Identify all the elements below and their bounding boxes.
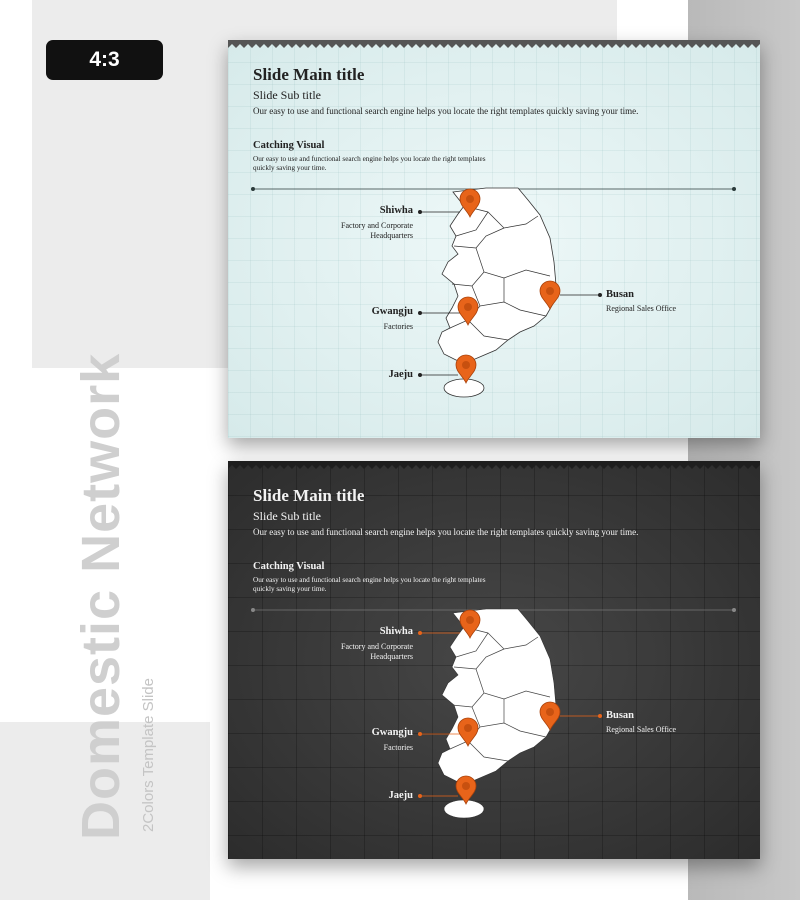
connector-dot <box>418 631 422 635</box>
location-busan-desc: Regional Sales Office <box>606 725 677 734</box>
divider-dot <box>732 187 736 191</box>
divider-dot <box>251 187 255 191</box>
map-pin-icon <box>456 355 476 383</box>
jeju-island <box>444 379 484 397</box>
connector-dot <box>418 373 422 377</box>
connector-dot <box>598 714 602 718</box>
location-jaeju-name: Jaeju <box>388 369 413 380</box>
slide-main-title: Slide Main title <box>253 486 365 505</box>
location-jaeju-name: Jaeju <box>388 790 413 801</box>
location-busan-name: Busan <box>606 289 635 300</box>
slide-description: Our easy to use and functional search engine helps you locate the right templates quickly saving your time. <box>253 106 639 116</box>
korea-mainland <box>438 188 556 362</box>
connector-dot <box>418 311 422 315</box>
catching-visual-text: Our easy to use and functional search engine helps you locate the right templates quickly saving your time. <box>253 576 486 593</box>
slide-dark[interactable] <box>228 461 760 859</box>
catching-visual-heading: Catching Visual <box>253 140 325 151</box>
location-shiwha-name: Shiwha <box>379 626 413 637</box>
divider-dot <box>251 608 255 612</box>
side-subtitle: 2Colors Template Slide <box>140 678 157 832</box>
slide-sub-title: Slide Sub title <box>253 88 322 102</box>
korea-mainland <box>438 609 556 783</box>
aspect-ratio-badge: 4:3 <box>46 40 163 80</box>
jeju-island <box>444 800 484 818</box>
location-gwangju-desc: Factories <box>383 743 413 752</box>
background-strip <box>617 0 688 45</box>
connector-dot <box>418 732 422 736</box>
location-busan-name: Busan <box>606 710 635 721</box>
divider-dot <box>732 608 736 612</box>
location-gwangju-name: Gwangju <box>371 306 413 317</box>
location-shiwha-desc: Factory and Corporate Headquarters <box>341 221 413 240</box>
connector-dot <box>418 794 422 798</box>
connector-dot <box>418 210 422 214</box>
location-shiwha-desc: Factory and Corporate Headquarters <box>341 642 413 661</box>
side-title: Domestic Network <box>71 352 131 840</box>
location-busan-desc: Regional Sales Office <box>606 304 677 313</box>
location-gwangju-desc: Factories <box>383 322 413 331</box>
location-shiwha-name: Shiwha <box>379 205 413 216</box>
slide-main-title: Slide Main title <box>253 65 365 84</box>
slide-light[interactable] <box>228 40 760 438</box>
slide-description: Our easy to use and functional search engine helps you locate the right templates quickly saving your time. <box>253 527 639 537</box>
connector-dot <box>598 293 602 297</box>
map-pin-icon <box>456 776 476 804</box>
location-gwangju-name: Gwangju <box>371 727 413 738</box>
catching-visual-heading: Catching Visual <box>253 561 325 572</box>
slide-sub-title: Slide Sub title <box>253 509 322 523</box>
catching-visual-text: Our easy to use and functional search engine helps you locate the right templates quickly saving your time. <box>253 155 486 172</box>
